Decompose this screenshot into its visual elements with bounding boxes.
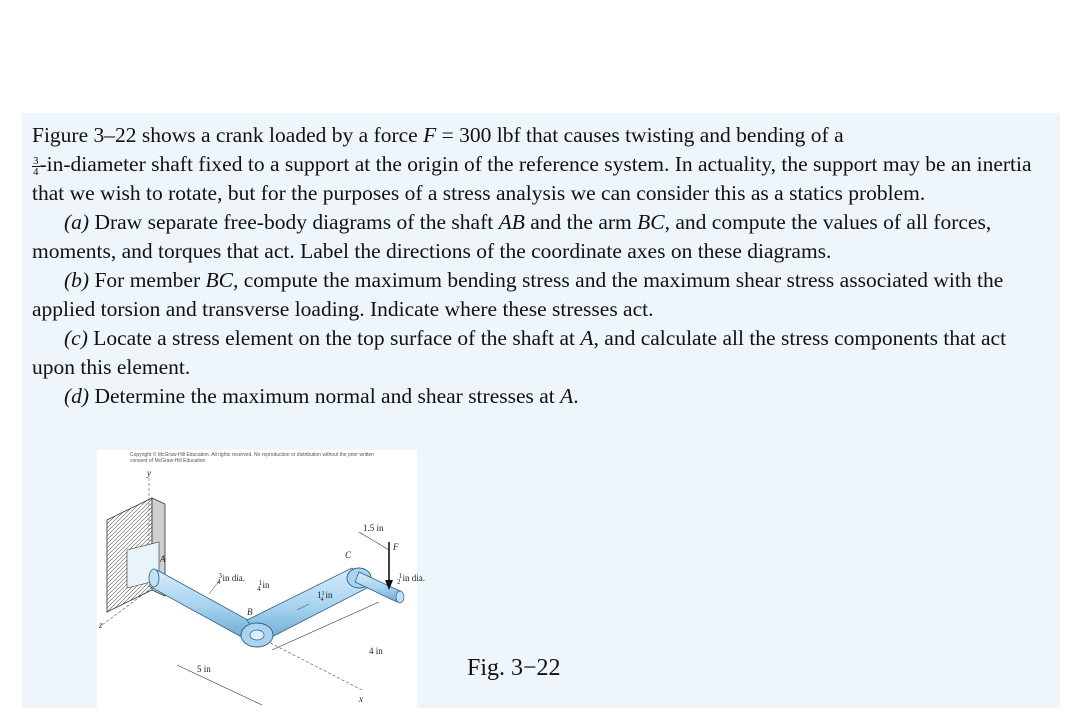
- point-C-label: C: [345, 550, 352, 560]
- pin-dia-label: 1 2 in dia.: [397, 572, 425, 586]
- force-label: F: [393, 542, 399, 552]
- shaft-dia-label: 3 4 in dia.: [217, 572, 245, 586]
- crank-diagram: [97, 450, 425, 708]
- intro-text: -in-diameter shaft fixed to a support at the origin of the reference system. In actuality, the support may be an inertia that we wish to rotate, but for the purposes of a stress analysis we can consider this as a statics problem.: [32, 152, 1032, 205]
- part-c: (c) Locate a stress element on the top surface of the shaft at A, and calculate all the stress components that act upon this element.: [32, 326, 1007, 379]
- intro-paragraph: [32, 121, 1050, 208]
- shaft-end-A: [149, 569, 159, 587]
- intro-text: = 300 lbf that causes twisting and bending of a: [436, 123, 844, 147]
- dim-4-label: 4 in: [369, 646, 383, 656]
- crank-figure: [97, 450, 425, 708]
- y-label: y: [147, 468, 151, 478]
- x-label: x: [359, 694, 363, 704]
- problem-text: [32, 121, 1050, 411]
- arm-thickness-label: 1 4 in: [257, 579, 270, 593]
- point-A-label: A: [160, 554, 166, 564]
- figure-caption: Fig. 3−22: [467, 655, 561, 681]
- intro-text: Figure 3–22 shows a crank loaded by a force: [32, 123, 424, 147]
- arm-width-label: $1^1$ 4 in: [317, 590, 333, 603]
- content-panel: [22, 113, 1060, 708]
- z-label: z: [99, 620, 103, 630]
- dim-5-label: 5 in: [197, 664, 211, 674]
- part-a: (a) Draw separate free-body diagrams of the shaft AB and the arm BC, and compute the values of all forces, moments, and torques that act. Label the directions of the coordinate axes on these diagrams.: [32, 210, 992, 263]
- point-B-label: B: [247, 607, 253, 617]
- part-d: (d) Determine the maximum normal and shear stresses at A.: [64, 384, 579, 408]
- part-b: (b) For member BC, compute the maximum bending stress and the maximum shear stress associated with the applied torsion and transverse loading. Indicate where these stresses act.: [32, 268, 1004, 321]
- copyright-notice: Copyright © McGraw-Hill Education. All rights reserved. No reproduction or distribution without the prior written consent of McGraw-Hill Education.: [130, 452, 375, 464]
- dim-5-line: [177, 665, 262, 705]
- force-symbol: F: [423, 123, 437, 147]
- dim-1-5-label: 1.5 in: [363, 523, 384, 533]
- fraction: $\frac{3}{4}$: [33, 155, 39, 178]
- dim-1-5-line: [359, 532, 389, 550]
